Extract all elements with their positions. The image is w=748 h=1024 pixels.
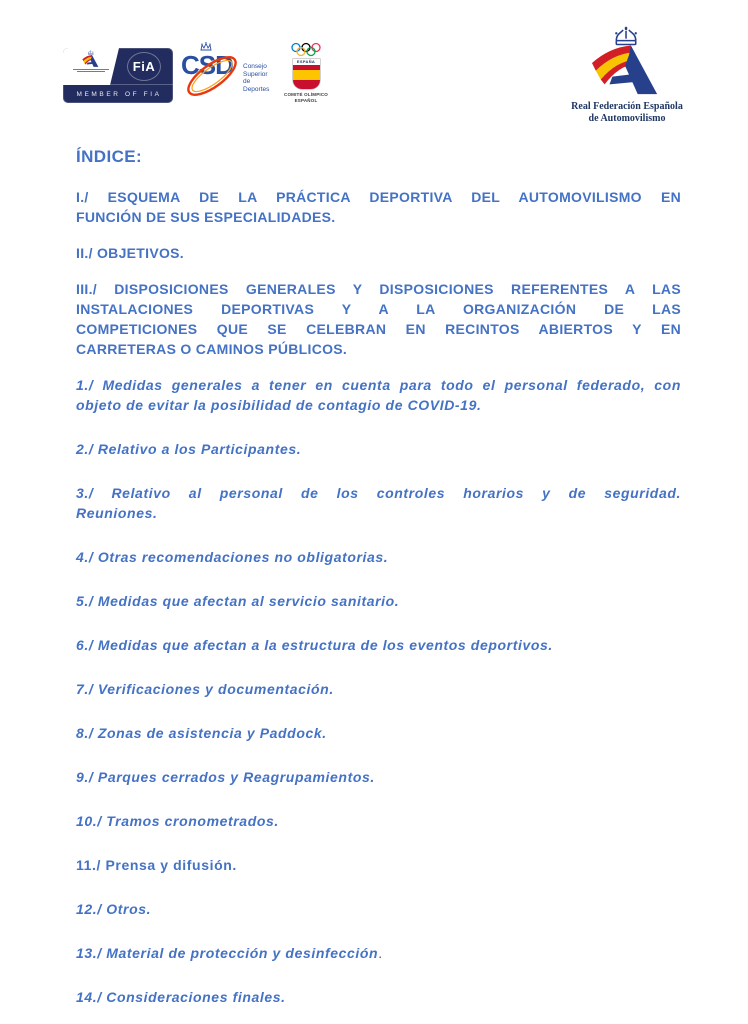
member-of-fia-label: MEMBER OF FIA — [63, 84, 173, 103]
toc-item-line — [76, 547, 681, 567]
toc-item-3 — [76, 483, 681, 523]
toc-item-line: Reuniones. — [76, 505, 158, 521]
toc-item-10 — [76, 811, 681, 831]
toc-item-suffix: . — [378, 945, 383, 961]
fia-member-badge — [63, 48, 173, 103]
toc-item-label: 7./ — [76, 681, 94, 697]
csd-caption — [243, 63, 275, 93]
toc-item-label: 11./ — [76, 857, 101, 873]
toc-item-line — [76, 767, 681, 787]
toc-section-label: II./ — [76, 245, 93, 261]
toc-section-3 — [76, 279, 681, 359]
toc-item-text: Medidas que afectan al servicio sanitario. — [97, 593, 400, 609]
csd-logo-icon — [179, 42, 275, 106]
toc-item-13 — [76, 943, 681, 963]
toc-item-label: 1./ — [76, 377, 94, 393]
toc-item-label: 5./ — [76, 593, 94, 609]
toc-item-label: 14./ — [76, 989, 102, 1005]
toc-item-text: Prensa y difusión. — [105, 857, 237, 873]
toc-section-text: ESQUEMA DE LA PRÁCTICA DEPORTIVA DEL AUTOMOVILISMO EN — [107, 189, 682, 205]
toc-item-label: 2./ — [76, 441, 94, 457]
toc-item-text: Zonas de asistencia y Paddock. — [97, 725, 327, 741]
toc-section-line — [76, 279, 681, 299]
toc-item-text: Otras recomendaciones no obligatorias. — [97, 549, 389, 565]
rfeda-caption-line: de Automovilismo — [588, 112, 666, 124]
micro-text-lines — [63, 69, 119, 72]
toc-item-14 — [76, 987, 681, 1007]
toc-item-1 — [76, 375, 681, 415]
toc-item-text: Material de protección y desinfección — [106, 945, 379, 961]
espana-label: ESPAÑA — [293, 59, 320, 65]
toc-section-text: DISPOSICIONES GENERALES Y DISPOSICIONES REFERENTES A LAS — [114, 281, 681, 297]
toc-item-text: Medidas que afectan a la estructura de los eventos deportivos. — [97, 637, 553, 653]
toc-item-label: 10./ — [76, 813, 102, 829]
rfeda-emblem-icon — [585, 26, 669, 98]
toc-item-8 — [76, 723, 681, 743]
csd-caption-line: Superior de — [243, 70, 268, 85]
csd-caption-line: Deportes — [243, 85, 270, 93]
toc-section-line — [76, 187, 681, 207]
spain-shield-icon — [293, 59, 320, 89]
toc-item-line — [76, 943, 681, 963]
toc-item-text: Otros. — [106, 901, 152, 917]
toc-section-label: III./ — [76, 281, 97, 297]
coe-caption-line: COMITÉ OLÍMPICO — [284, 92, 328, 97]
toc-section-line: INSTALACIONES DEPORTIVAS Y A LA ORGANIZACIÓN DE LAS — [76, 301, 681, 317]
toc-item-line — [76, 899, 681, 919]
toc-item-line: objeto de evitar la posibilidad de contagio de COVID-19. — [76, 397, 482, 413]
toc-item-label: 8./ — [76, 725, 94, 741]
toc-section-2 — [76, 243, 681, 263]
toc-item-label: 6./ — [76, 637, 94, 653]
toc-section-text: OBJETIVOS. — [96, 245, 184, 261]
toc-item-line — [76, 375, 681, 395]
toc-item-line — [76, 439, 681, 459]
toc-item-line — [76, 679, 681, 699]
csd-swoosh-icon — [179, 46, 245, 104]
toc-item-5 — [76, 591, 681, 611]
toc-item-line — [76, 855, 681, 875]
coe-caption — [279, 92, 333, 103]
toc-item-line — [76, 723, 681, 743]
toc-section-line — [76, 243, 681, 263]
toc-item-label: 13./ — [76, 945, 102, 961]
toc-item-line — [76, 811, 681, 831]
toc-section-line: FUNCIÓN DE SUS ESPECIALIDADES. — [76, 209, 336, 225]
toc-item-line — [76, 635, 681, 655]
toc-item-line — [76, 987, 681, 1007]
toc-item-line — [76, 591, 681, 611]
page-title: ÍNDICE: — [76, 147, 143, 166]
csd-caption-line: Consejo — [243, 63, 267, 70]
header-logos — [63, 42, 333, 106]
fia-logo-icon — [115, 48, 173, 85]
toc-item-text: Tramos cronometrados. — [106, 813, 279, 829]
toc-section-1 — [76, 187, 681, 227]
rfeda-mini-logo-icon — [63, 48, 119, 85]
toc-item-12 — [76, 899, 681, 919]
toc — [76, 146, 681, 1024]
toc-item-text: Relativo al personal de los controles horarios y de seguridad. — [111, 485, 681, 501]
toc-item-text: Consideraciones finales. — [106, 989, 286, 1005]
toc-item-9 — [76, 767, 681, 787]
rfeda-logo — [548, 26, 706, 124]
fia-logo-text: FiA — [132, 59, 156, 74]
toc-item-label: 3./ — [76, 485, 94, 501]
toc-item-text: Verificaciones y documentación. — [97, 681, 334, 697]
toc-item-4 — [76, 547, 681, 567]
toc-item-label: 12./ — [76, 901, 102, 917]
toc-item-text: Medidas generales a tener en cuenta para todo el personal federado, con — [102, 377, 681, 393]
coe-caption-line: ESPAÑOL — [294, 97, 318, 103]
rfeda-caption — [548, 101, 706, 124]
toc-item-2 — [76, 439, 681, 459]
toc-item-text: Relativo a los Participantes. — [97, 441, 302, 457]
toc-item-text: Parques cerrados y Reagrupamientos. — [97, 769, 375, 785]
csd-acronym-text: CSD — [181, 50, 233, 80]
toc-section-line: CARRETERAS O CAMINOS PÚBLICOS. — [76, 341, 348, 357]
toc-item-7 — [76, 679, 681, 699]
toc-item-6 — [76, 635, 681, 655]
rfeda-caption-line: Real Federación Española — [571, 101, 683, 112]
toc-section-label: I./ — [76, 189, 89, 205]
toc-item-line — [76, 483, 681, 503]
olympic-rings-icon — [288, 42, 324, 58]
toc-item-11 — [76, 855, 681, 875]
toc-item-label: 4./ — [76, 549, 94, 565]
toc-section-line: COMPETICIONES QUE SE CELEBRAN EN RECINTOS ABIERTOS Y EN — [76, 321, 681, 337]
toc-item-label: 9./ — [76, 769, 94, 785]
coe-logo — [279, 42, 333, 103]
